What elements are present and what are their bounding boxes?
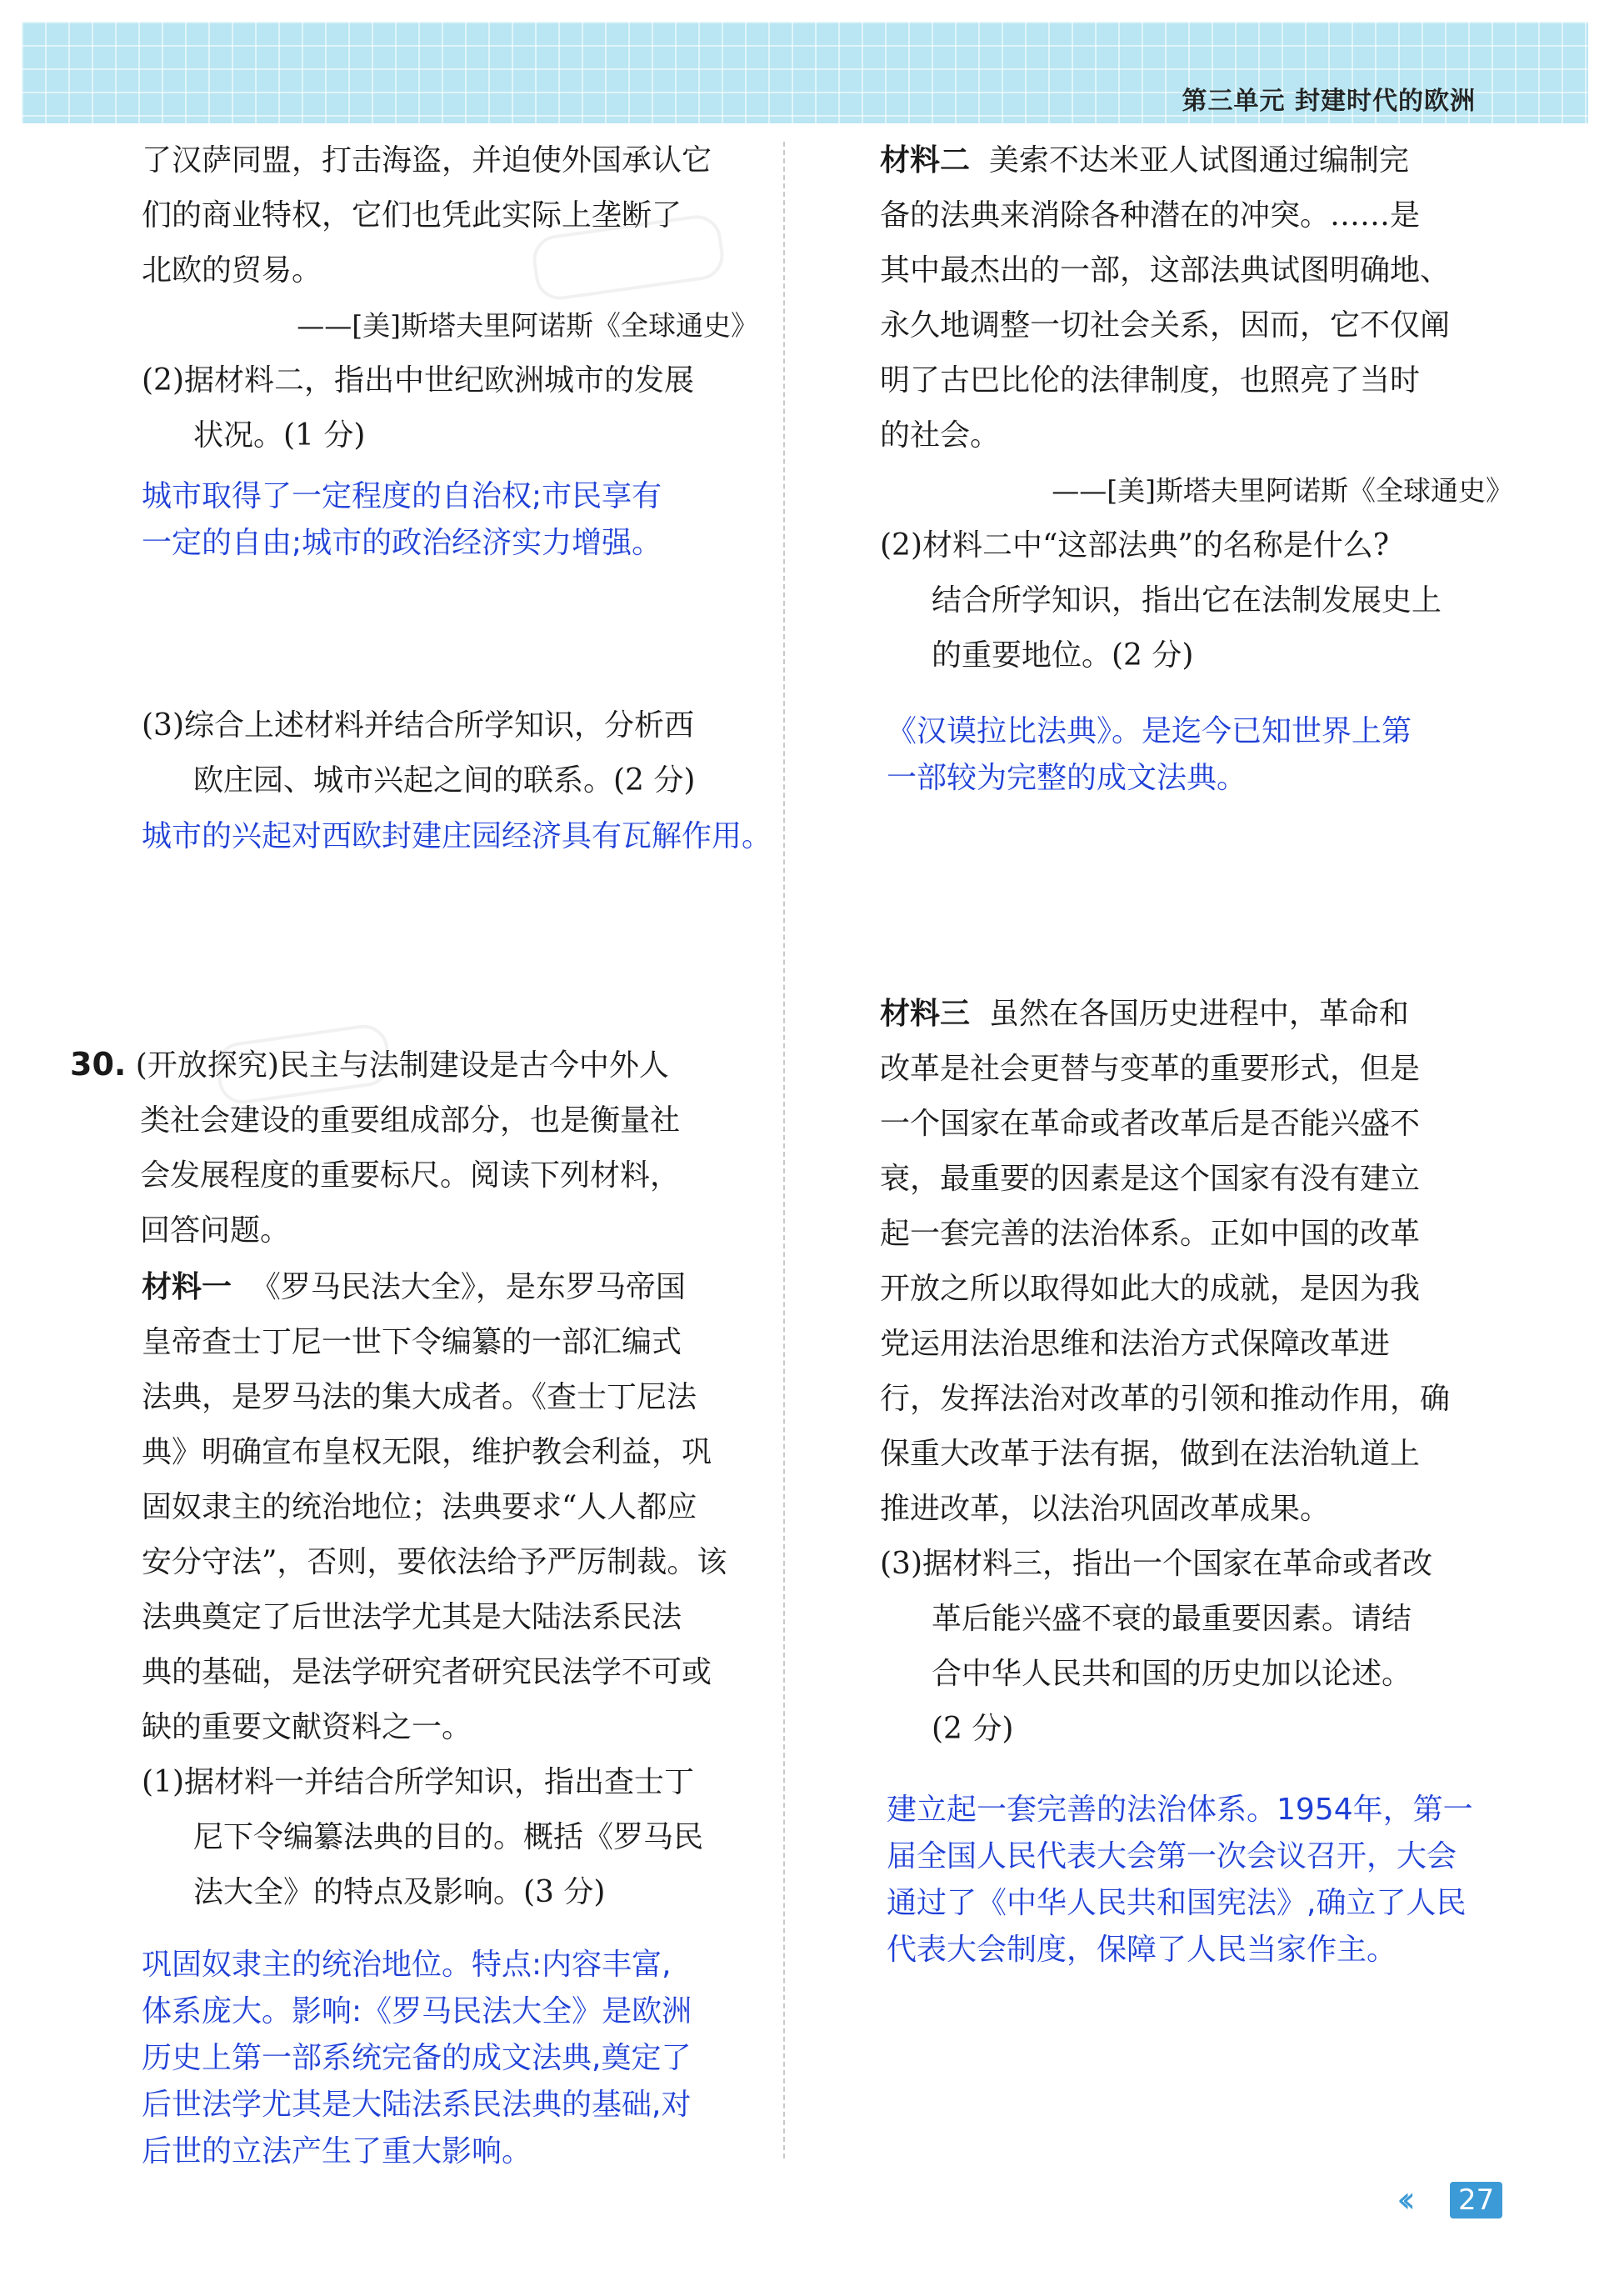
text-line: 北欧的贸易。 <box>142 253 322 288</box>
material-text: 开放之所以取得如此大的成就，是因为我 <box>880 1272 1421 1306</box>
material-text: 一个国家在革命或者改革后是否能兴盛不 <box>880 1107 1421 1141</box>
question-text: 尼下令编纂法典的目的。概括《罗马民 <box>193 1820 704 1854</box>
chevron-left-icon: ‹‹ <box>1397 2178 1407 2221</box>
question-text: (2)据材料二，指出中世纪欧洲城市的发展 <box>142 363 694 398</box>
unit-title: 第三单元 封建时代的欧洲 <box>1182 87 1476 116</box>
answer-line: 代表大会制度，保障了人民当家作主。 <box>887 1933 1397 1967</box>
answer-line: 一定的自由;城市的政治经济实力增强。 <box>142 526 662 560</box>
material-text: 缺的重要文献资料之一。 <box>142 1710 472 1744</box>
material-text: 永久地调整一切社会关系，因而，它不仅阐 <box>880 308 1451 343</box>
question-text: (2)材料二中“这部法典”的名称是什么? <box>880 528 1390 563</box>
left-q3 <box>142 698 758 808</box>
material-text: 《罗马民法大全》，是东罗马帝国 <box>250 1270 686 1304</box>
answer-line: 巩固奴隶主的统治地位。特点:内容丰富, <box>142 1948 672 1982</box>
material-text: 备的法典来消除各种潜在的冲突。……是 <box>880 198 1421 233</box>
answer-line: 城市取得了一定程度的自治权;市民享有 <box>142 479 662 513</box>
material-2 <box>880 133 1513 683</box>
material-1 <box>142 1260 775 1920</box>
material-text: 法典奠定了后世法学尤其是大陆法系民法 <box>142 1600 682 1634</box>
answer-line: 通过了《中华人民共和国宪法》,确立了人民 <box>887 1886 1467 1920</box>
material-text: 固奴隶主的统治地位；法典要求“人人都应 <box>142 1490 697 1524</box>
material-text: 改革是社会更替与变革的重要形式，但是 <box>880 1052 1421 1086</box>
question-text: 结合所学知识，指出它在法制发展史上 <box>932 583 1442 618</box>
text-line: 了汉萨同盟，打击海盗，并迫使外国承认它 <box>142 143 712 178</box>
answer-q30-3 <box>887 1787 1553 1973</box>
question-text: 会发展程度的重要标尺。阅读下列材料， <box>140 1158 681 1193</box>
text-line: 们的商业特权，它们也凭此实际上垄断了 <box>142 198 682 233</box>
material-text: 推进改革，以法治巩固改革成果。 <box>880 1492 1331 1526</box>
answer-line: 体系庞大。影响:《罗马民法大全》是欧洲 <box>142 1994 692 2028</box>
material-text: 党运用法治思维和法治方式保障改革进 <box>880 1327 1391 1361</box>
question-text: 合中华人民共和国的历史加以论述。 <box>932 1657 1412 1691</box>
answer-line: 届全国人民代表大会第一次会议召开，大会 <box>887 1839 1457 1873</box>
question-number: 30. <box>70 1046 127 1083</box>
material-text: 典的基础，是法学研究者研究民法学不可或 <box>142 1655 712 1689</box>
column-divider <box>783 142 785 2158</box>
material-text: 的社会。 <box>880 418 1001 453</box>
material-label: 材料三 <box>880 997 971 1031</box>
answer-line: 建立起一套完善的法治体系。1954年，第一 <box>887 1793 1473 1827</box>
question-text: (2 分) <box>932 1712 1014 1746</box>
answer-line: 后世的立法产生了重大影响。 <box>142 2134 532 2168</box>
material-text: 典》明确宣布皇权无限，维护教会利益，巩 <box>142 1435 712 1469</box>
question-text: 革后能兴盛不衰的最重要因素。请结 <box>932 1602 1412 1636</box>
answer-q30-2 <box>887 708 1537 802</box>
material-text: 皇帝查士丁尼一世下令编纂的一部汇编式 <box>142 1325 682 1359</box>
material-text: 保重大改革于法有据，做到在法治轨道上 <box>880 1437 1421 1471</box>
material-label: 材料二 <box>880 143 971 178</box>
answer-q29-3 <box>142 813 808 860</box>
answer-line: 一部较为完整的成文法典。 <box>887 761 1247 795</box>
material-3 <box>880 987 1513 1757</box>
answer-q29-2 <box>142 473 775 567</box>
answer-q30-1 <box>142 1942 775 2175</box>
question-text: 回答问题。 <box>140 1213 291 1248</box>
question-text: 类社会建设的重要组成部分，也是衡量社 <box>140 1103 681 1138</box>
material-label: 材料一 <box>142 1270 232 1304</box>
material-text: 其中最杰出的一部，这部法典试图明确地、 <box>880 253 1451 288</box>
question-30 <box>70 1037 762 1258</box>
material-text: 衰，最重要的因素是这个国家有没有建立 <box>880 1162 1421 1196</box>
question-text: (开放探究)民主与法制建设是古今中外人 <box>135 1048 669 1083</box>
material-text: 安分守法”，否则，要依法给予严厉制裁。该 <box>142 1545 727 1579</box>
material-text: 行，发挥法治对改革的引领和推动作用，确 <box>880 1382 1451 1416</box>
page-number: 27 <box>1450 2182 1502 2218</box>
answer-line: 后世法学尤其是大陆法系民法典的基础,对 <box>142 2088 692 2122</box>
material-text: 明了古巴比伦的法律制度，也照亮了当时 <box>880 363 1421 398</box>
material-text: 法典，是罗马法的集大成者。《查士丁尼法 <box>142 1380 697 1414</box>
question-text: 欧庄园、城市兴起之间的联系。(2 分) <box>193 763 696 798</box>
answer-line: 《汉谟拉比法典》。是迄今已知世界上第 <box>887 714 1412 748</box>
left-intro <box>142 133 758 463</box>
material-text: 起一套完善的法治体系。正如中国的改革 <box>880 1217 1421 1251</box>
source-citation: ——[美]斯塔夫里阿诺斯《全球通史》 <box>1052 474 1513 507</box>
source-citation: ——[美]斯塔夫里阿诺斯《全球通史》 <box>297 309 758 342</box>
question-text: (1)据材料一并结合所学知识，指出查士丁 <box>142 1765 694 1799</box>
answer-line: 历史上第一部系统完备的成文法典,奠定了 <box>142 2041 692 2075</box>
material-text: 美索不达米亚人试图通过编制完 <box>988 143 1409 178</box>
question-text: (3)据材料三，指出一个国家在革命或者改 <box>880 1547 1432 1581</box>
question-text: 法大全》的特点及影响。(3 分) <box>193 1875 606 1909</box>
material-text: 虽然在各国历史进程中，革命和 <box>988 997 1409 1031</box>
question-text: (3)综合上述材料并结合所学知识，分析西 <box>142 708 694 743</box>
answer-line: 城市的兴起对西欧封建庄园经济具有瓦解作用。 <box>142 819 772 853</box>
question-text: 状况。(1 分) <box>193 418 366 453</box>
question-text: 的重要地位。(2 分) <box>932 638 1194 673</box>
